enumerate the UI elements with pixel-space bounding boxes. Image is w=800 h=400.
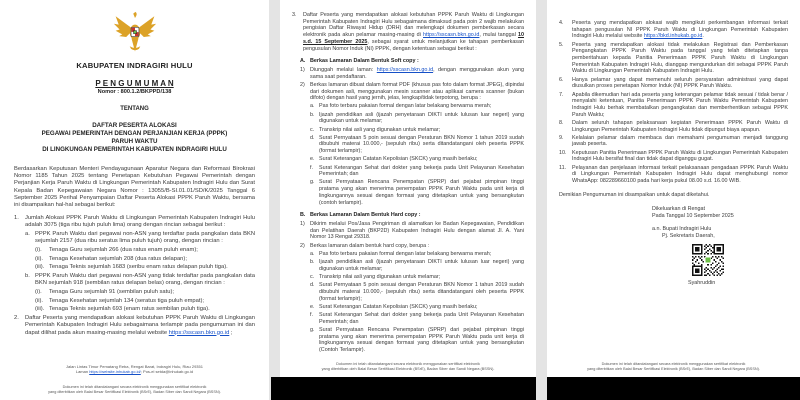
item-text: Berkas lamaran dibuat dalam format PDF (khusus pas foto dalam format JPEG), dipindai dari dokumen asli, menggunakan mesin scanner atau aplikasi camera scanner (bukan difoto) dengan hasil yang jernih, jelas, lengkap/tidak terpotong, berupa : xyxy=(310,81,524,102)
subject-line: DAFTAR PESERTA ALOKASI xyxy=(92,122,177,129)
document-item: f. Surat Keterangan Sehat dari dokter yang bekerja pada Unit Pelayanan Kesehatan Pemerintah; dan xyxy=(310,311,524,325)
item-text: Tenaga Teknis sejumlah 1683 (seribu enam ratus delapan puluh tiga). xyxy=(49,264,228,271)
item-text: Tenaga Kesehatan sejumlah 134 (seratus tiga puluh empat); xyxy=(49,297,205,304)
document-item: e. Surat Keterangan Catatan Kepolisian (SKCK) yang masih berlaku; xyxy=(310,303,478,310)
doc-number: Nomor : 800.1.2/BKPPD/138 xyxy=(97,89,172,95)
closing-line: Demikian Pengumuman ini disampaikan untuk dapat diketahui. xyxy=(559,191,710,198)
address-line: Laman https://website.inhukab.go.id/; Pos-el setda@inhukab.go.id xyxy=(75,368,194,374)
roman-item xyxy=(35,298,255,305)
roman-item xyxy=(35,306,255,313)
list-item-5: 5. Peserta yang mendapatkan alokasi tidak melakukan Registrasi dan Pemberkasan Pengangkatan PPPK Paruh Waktu pada tanggal yang telah ditetapkan tanpa pemberitahuan kepada Panitia Penerimaan PPPK Paruh Waktu di Lingkungan Pemerintah Kabupaten Indragiri Hulu, dianggap mengundurkan diri sebagai PPPK Paruh Waktu di Lingkungan Pemerintah Kabupaten Indragiri Hulu. xyxy=(559,41,788,75)
item-number: 1) xyxy=(300,220,305,227)
document-item: a. Pas foto terbaru pakaian formal dengan latar belakang berwarna merah; xyxy=(310,103,492,110)
sub-item-b xyxy=(25,273,255,287)
document-item: g. Surat Pernyataan Rencana Penempatan (SPRP) dari pejabat pimpinan tinggi pratama yang akan menerima penempatan PPPK Paruh Waktu pada unit kerja di lingkungannya sesuai dengan formasi yang ditetapkan untuk yang bersangkutan (contoh terlampir). xyxy=(310,179,524,206)
page-1 xyxy=(0,0,269,400)
item-number: 2) xyxy=(300,81,305,88)
document-item: d. Surat Pernyataan 5 poin sesuai dengan Peraturan BKN Nomor 1 tahun 2019 sudah dibubuhi materai 10.000,- (sepuluh ribu) serta ditandatangani oleh peserta PPPK (format terlampir); xyxy=(310,282,524,302)
item-text: Tenaga Guru sejumlah 266 (dua ratus enam puluh enam); xyxy=(49,247,198,254)
hard-copy-item-2 xyxy=(300,243,524,250)
item-number: (iii). xyxy=(35,306,45,313)
list-item-11: 11. Pelayanan dan penjelasan informasi terkait pelaksanaan pengadaan PPPK Paruh Waktu di Lingkungan Pemerintah Kabupaten Indragiri Hulu dapat menghubungi nomor WhatsApp: 082289660100 pada hari kerja pukul 08.00 s.d. 16.00 WIB. xyxy=(559,164,788,184)
document-item: c. Transkrip nilai asli yang digunakan untuk melamar; xyxy=(310,273,441,280)
item-text: Tenaga Kesehatan sejumlah 208 (dua ratus delapan); xyxy=(49,255,187,262)
item-text-segment: Daftar Peserta yang mendapatkan alokasi kebutuhan PPPK Paruh Waktu di Lingkungan Pemerintah Kabupaten Indragiri Hulu sebagaimana terlampir pada pengumuman ini dan dapat dilihat pada akun masing-masing melalui website xyxy=(25,315,255,336)
list-item-2 xyxy=(14,315,255,337)
item-text: Jumlah Alokasi PPPK Paruh Waktu di Lingkungan Pemerintah Kabupaten Indragiri Hulu adalah 3075 (tiga ribu tujuh puluh lima) orang dengan rincian sebagai berikut : xyxy=(25,215,255,229)
document-item: a. Pas foto terbaru pakaian formal dengan latar belakang berwarna merah; xyxy=(310,250,492,257)
bottom-black-bar-left xyxy=(271,377,536,400)
deadline-date: 10 s.d. 15 September 2025 xyxy=(303,32,524,45)
section-b-heading: B. Berkas Lamaran Dalam Bentuk Hard copy : xyxy=(300,212,421,219)
signer-role: Pj. Sekretaris Daerah, xyxy=(662,233,715,240)
item-number: 4. xyxy=(559,20,564,26)
item-text: Tenaga Guru sejumlah 91 (sembilan puluh satu); xyxy=(49,289,175,296)
issued-date: Pada Tanggal 10 September 2025 xyxy=(652,213,734,220)
page-2 xyxy=(280,0,536,377)
item-text: Daftar Peserta yang mendapatkan alokasi kebutuhan PPPK Paruh Waktu di Lingkungan Pemerintah Kabupaten Indragiri Hulu sebagaimana dimaksud pada poin 2 wajib melakukan pengisian Daftar Riwayat Hidup (DRH) dan melengkapi dokumen pemberkasan secara elektronik pada akun pelamar masing-masing di https://sscasn.bkn.go.id, mulai tanggal 10 s.d. 15 September 2025, sebagai syarat untuk melanjutkan ke tahapan pemberkasan pengusulan Nomor Induk (NI) PPPK, dengan ketentuan sebagai berikut : xyxy=(303,12,525,52)
page-3 xyxy=(547,0,800,377)
list-item-4 xyxy=(559,20,788,40)
sscasn-link[interactable]: https://sscasn.bkn.go.id xyxy=(376,66,434,73)
item-text: Peserta yang mendapatkan alokasi wajib mengikuti perkembangan informasi terkait tahapan pengusulan NI PPPK Paruh Waktu di Lingkungan Pemerintah Kabupaten Indragiri Hulu melalui website https://bkd.inhukab.go.id. xyxy=(572,20,788,40)
item-number: (i). xyxy=(35,289,42,296)
esign-disclaimer: Dokumen ini telah ditandatangani secara elektronik menggunakan sertifikat elektronik yang diterbitkan oleh Balai Besar Sertifikasi Elektronik (BSrE), Badan Siber dan Sandi Negara (BSSN). xyxy=(48,385,221,394)
item-number: (i). xyxy=(35,247,42,254)
esign-disclaimer: Dokumen ini telah ditandatangani secara elektronik menggunakan sertifikat elektronik yang diterbitkan oleh Balai Besar Sertifikasi Elektronik (BSrE), Badan Siber dan Sandi Negara (BSSN). xyxy=(587,362,760,371)
item-text xyxy=(25,315,255,337)
sscasn-link[interactable]: https://sscasn.bkn.go.id xyxy=(423,32,480,39)
roman-item xyxy=(35,264,255,271)
item-text: PPPK Paruh Waktu dari pegawai non-ASN yang terdaftar pada pangkalan data BKN sejumlah 2157 (dua ribu seratus lima puluh tujuh) orang, dengan rincian : xyxy=(35,231,255,245)
item-number: 3. xyxy=(292,12,297,18)
website-link[interactable]: https://website.inhukab.go.id/ xyxy=(89,368,141,374)
document-item: e. Surat Keterangan Catatan Kepolisian (SKCK) yang masih berlaku; xyxy=(310,156,478,163)
doc-title: P E N G U M U M A N xyxy=(95,79,174,88)
subject-line: DI LINGKUNGAN PEMERINTAH KABUPATEN INDRAGIRI HULU xyxy=(42,146,227,153)
soft-copy-item-2 xyxy=(300,82,524,102)
sscasn-link[interactable]: https://sscasn.bkn.go.id xyxy=(168,329,230,336)
item-text: Tenaga Teknis sejumlah 693 (enam ratus sembilan puluh tiga). xyxy=(49,306,210,313)
document-item: f. Surat Keterangan Sehat dari dokter yang bekerja pada Unit Pelayanan Kesehatan Pemerintah; dan xyxy=(310,164,524,178)
list-item-10: 10. Keputusan Panitia Penerimaan PPPK Paruh Waktu di Lingkungan Pemerintah Kabupaten Indragiri Hulu bersifat final dan tidak dapat diganggu gugat. xyxy=(559,149,788,163)
item-number: 2. xyxy=(14,315,19,322)
item-text: Berkas lamaran dalam bentuk hard copy, berupa : xyxy=(310,242,430,249)
document-item: b. Ijazah pendidikan asli (ijazah penyetaraan DIKTI untuk lulusan luar negeri) yang digunakan untuk melamar; xyxy=(310,259,524,272)
item-number: a. xyxy=(25,231,30,238)
item-number: 1) xyxy=(300,66,305,73)
item-number: (ii). xyxy=(35,255,44,262)
roman-item xyxy=(35,289,255,296)
item-number: 1. xyxy=(14,215,19,222)
signer-name: Syahruddin xyxy=(688,280,716,287)
intro-paragraph: Berdasarkan Keputusan Menteri Pendayagunaan Aparatur Negara dan Reformasi Birokrasi Nomor 1185 Tahun 2025 tentang Penetapan Kebutuhan Pegawai Pemerintah dengan Perjanjian Kerja Paruh Waktu di Lingkungan Pemerintah Kabupaten Indragiri Hulu dan Surat Kepala Badan Kepegawaian Negara Nomor : 13055/B-SI.01.01/SD/K/2025 Tanggal 6 September 2025 Perihal Penyampaian Daftar Peserta Alokasi PPPK Paruh Waktu, bersama ini disampaikan hal-hal sebagai berikut: xyxy=(14,166,255,209)
bottom-black-bar-right xyxy=(547,377,800,400)
roman-item xyxy=(35,256,255,263)
list-item-9: 9. Kelalaian pelamar dalam membaca dan memahami pengumuman menjadi tanggung jawab peserta. xyxy=(559,134,788,148)
org-name: KABUPATEN INDRAGIRI HULU xyxy=(76,61,193,70)
signature-block xyxy=(652,206,788,287)
subject-line: PEGAWAI PEMERINTAH DENGAN PERJANJIAN KERJA (PPPK) xyxy=(41,130,228,137)
hard-copy-item-1 xyxy=(300,221,524,241)
sub-item-a xyxy=(25,231,255,245)
issued-place: Dikeluarkan di Rengat xyxy=(652,206,706,213)
subject-title xyxy=(14,122,255,154)
soft-copy-item-1 xyxy=(300,67,524,80)
on-behalf: a.n. Bupati Indragiri Hulu xyxy=(652,226,712,233)
item-text: Dikirim melalui Pos/Jasa Pengiriman di alamatkan ke Badan Kepegawaian, Pendidikan dan Pelatihan Daerah (BKP2D) Kabupaten Indragiri Hulu dengan alamat Jl. A. Yani Nomor 13 Rengat 29318. xyxy=(310,220,524,241)
item-number: 2) xyxy=(300,242,305,249)
address-line: Jalan Lintas Timur Pematang Reba, Rengat Barat, Indragiri Hulu, Riau 29351 xyxy=(66,363,203,369)
list-item-7: 7. Apabila dikemudian hari ada peserta yang keterangan pelamar tidak sesuai / tidak benar / menyalahi ketentuan, Panitia Penerimaan PPPK Paruh Waktu Pemerintah Kabupaten Indragiri Hulu berhak membatalkan pengangkatan dan memberhentikan sebagai PPPK Paruh Waktu; xyxy=(559,91,788,118)
document-item: g. Surat Pernyataan Rencana Penempatan (SPRP) dari pejabat pimpinan tinggi pratama yang akan menerima penempatan PPPK Paruh Waktu pada unit kerja di lingkungannya sesuai dengan formasi yang ditetapkan untuk yang bersangkutan (Contoh Terlampir). xyxy=(310,326,524,353)
document-item: c. Transkrip nilai asli yang digunakan untuk melamar; xyxy=(310,126,441,133)
qr-code xyxy=(692,244,724,276)
list-item-3 xyxy=(292,12,524,52)
item-number: (ii). xyxy=(35,297,44,304)
subject-line: PARUH WAKTU xyxy=(111,138,158,145)
about-label: TENTANG xyxy=(120,106,149,112)
section-a-heading: A. Berkas Lamaran Dalam Bentuk Soft copy : xyxy=(300,58,419,65)
list-item-1 xyxy=(14,215,255,229)
item-text: PPPK Paruh Waktu dari pegawai non-ASN yang tidak terdaftar pada pangkalan data BKN sejumlah 918 (sembilan ratus delapan belas) orang, dengan rincian : xyxy=(35,273,255,287)
roman-item xyxy=(35,247,255,254)
item-number: b. xyxy=(25,273,30,280)
list-item-8: 8. Dalam seluruh tahapan pelaksanaan kegiatan Penerimaan PPPK Paruh Waktu di Lingkungan Pemerintah Kabupaten Indragiri Hulu tidak dipungut biaya apapun. xyxy=(559,119,788,133)
footer-address xyxy=(0,364,269,374)
bkd-link[interactable]: https://bkd.inhukab.go.id xyxy=(643,33,703,40)
item-text: Diunggah melalui laman: https://sscasn.bkn.go.id, dengan menggunakan akun yang sama saat pendaftaran. xyxy=(310,66,524,80)
list-item-6: 6. Hanya pelamar yang dapat memenuhi seluruh persyaratan administrasi yang dapat diusulkan proses penetapan Nomor Induk (NI) PPPK Paruh Waktu. xyxy=(559,76,788,90)
item-text-segment: ; xyxy=(229,329,233,336)
document-item: d. Surat Pernyataan 5 poin sesuai dengan Peraturan BKN Nomor 1 tahun 2019 sudah dibubuhi materai 10.000,- (sepuluh ribu) serta ditandatangani oleh peserta PPPK (format terlampir); xyxy=(310,134,524,155)
esign-disclaimer: Dokumen ini telah ditandatangani secara elektronik menggunakan sertifikat elektronik yang diterbitkan oleh Balai Besar Sertifikasi Elektronik (BSrE), Badan Siber dan Sandi Negara (BSSN). xyxy=(321,362,495,371)
garuda-emblem xyxy=(113,8,157,58)
document-item: b. Ijazah pendidikan asli (ijazah penyetaraan DIKTI untuk lulusan luar negeri) yang digunakan untuk melamar; xyxy=(310,111,524,125)
item-number: (iii). xyxy=(35,264,45,271)
